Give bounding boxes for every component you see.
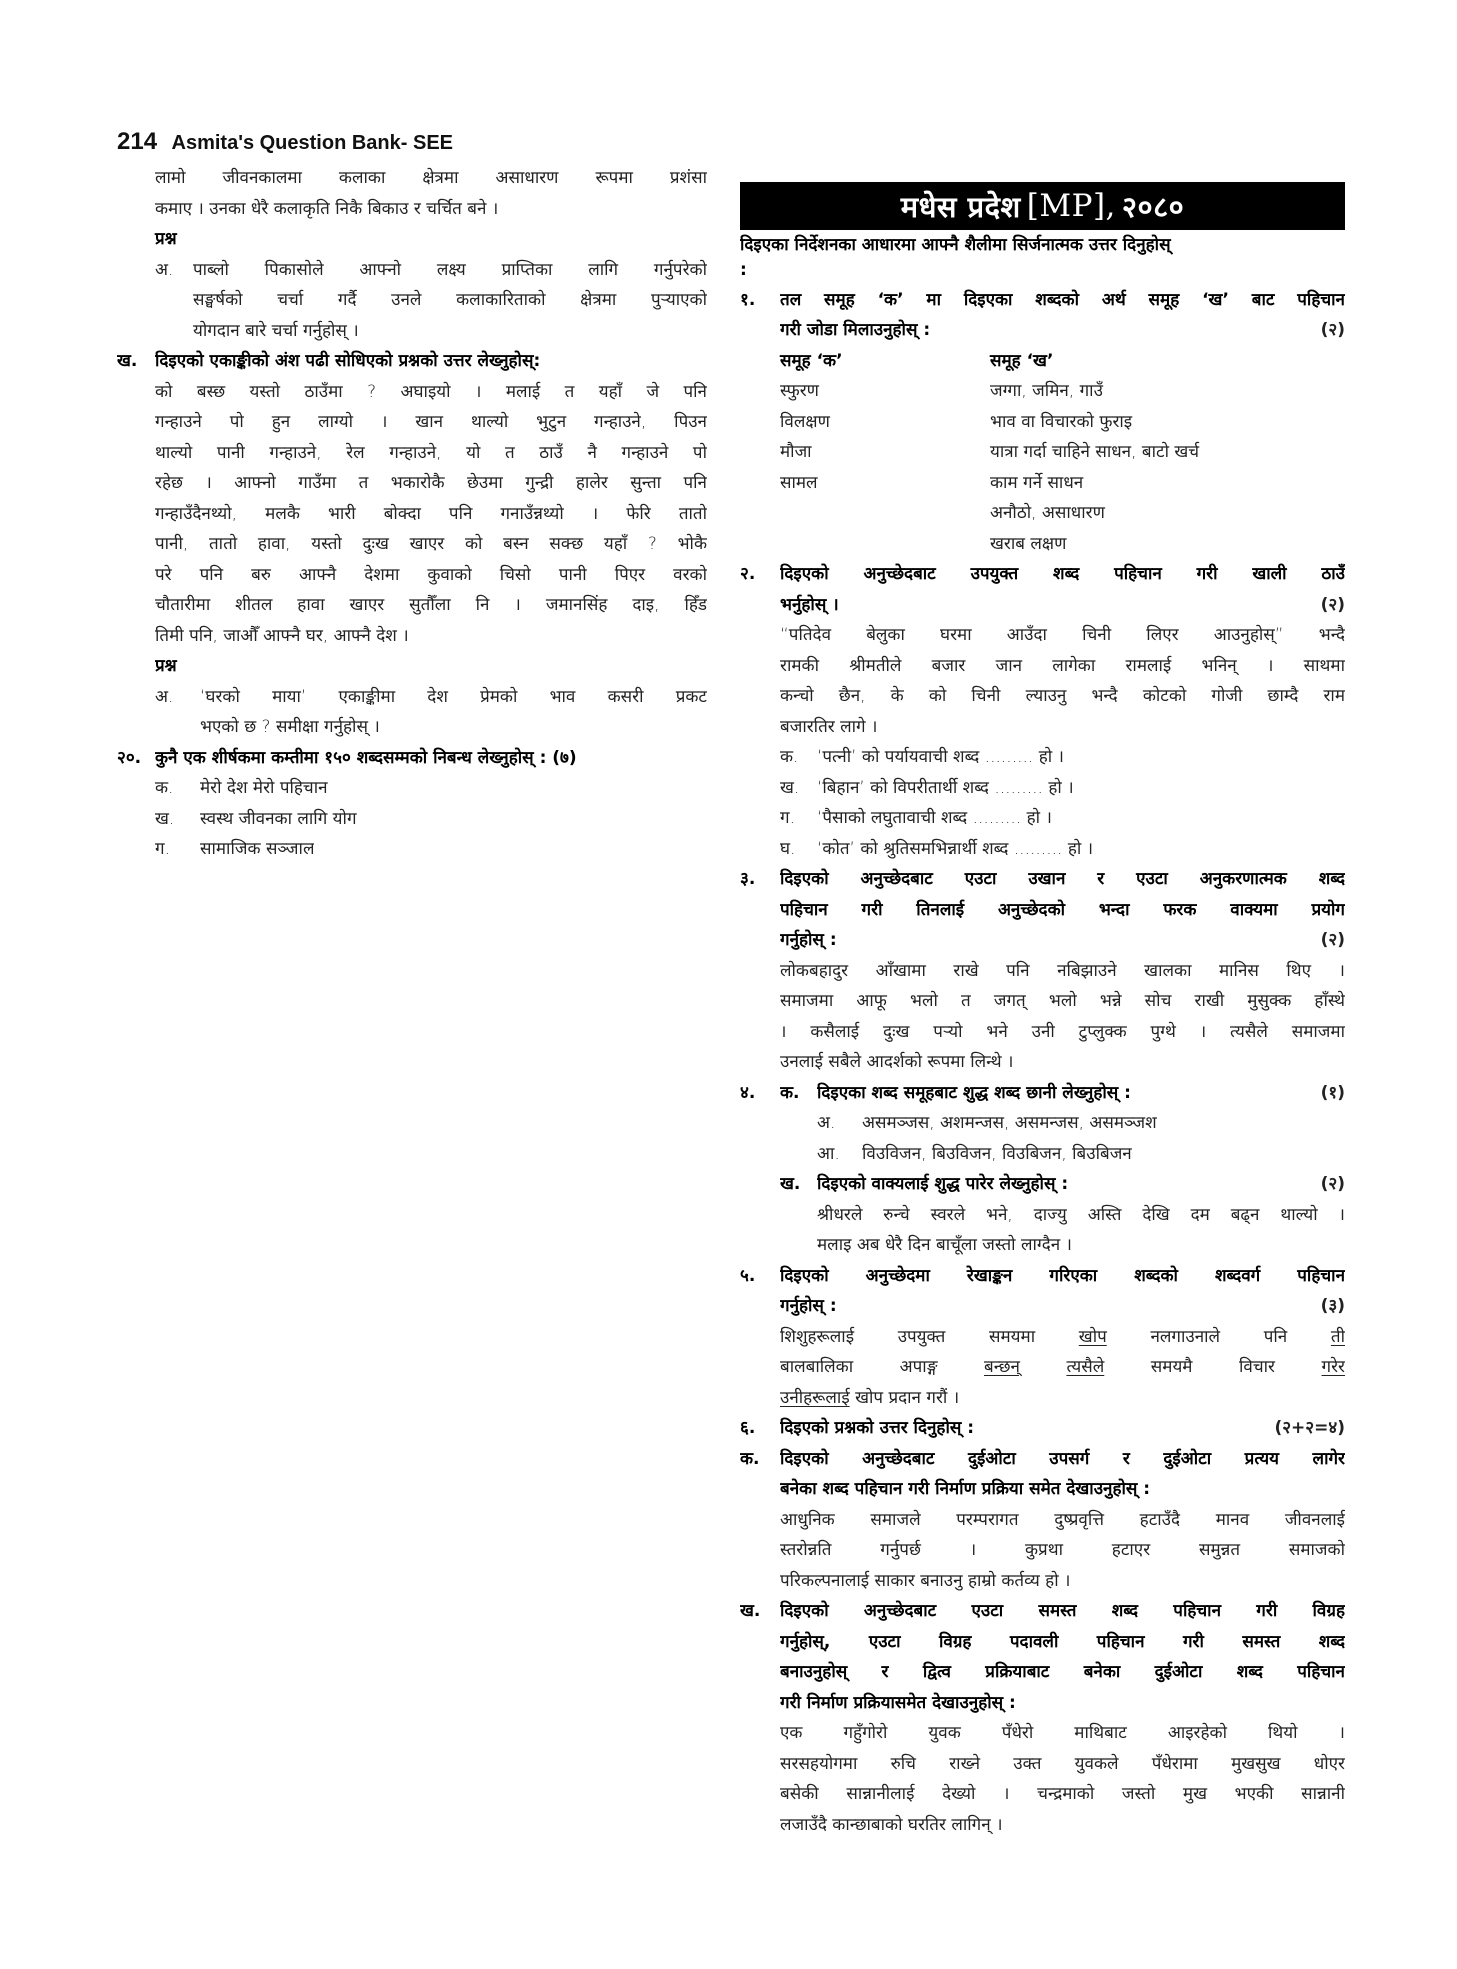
item-marker: ख. — [780, 777, 800, 798]
part-title: दिइएको वाक्यलाई शुद्ध पारेर लेख्नुहोस् : — [817, 1174, 1069, 1194]
passage-line: कन्चो छैन, के को चिनी ल्याउनु भन्दै कोटको गोजी छाम्दै राम — [780, 686, 1345, 706]
question-line: तल समूह ‘क’ मा दिइएका शब्दको अर्थ समूह ‘ख’ बाट पहिचान — [780, 289, 1345, 310]
group-b-header: समूह ‘ख’ — [990, 350, 1054, 371]
text-segment: नलगाउनाले पनि — [1106, 1326, 1331, 1347]
passage-line: बजारतिर लागे । — [780, 716, 878, 737]
fill-blank-item — [780, 742, 1345, 773]
marks: (२) — [1320, 1174, 1345, 1194]
question-line: दिइएको अनुच्छेदमा रेखाङ्कन गरिएका शब्दको शब्दवर्ग पहिचान — [780, 1265, 1345, 1286]
group-a-header: समूह ‘क’ — [780, 350, 843, 371]
option-text: मेरो देश मेरो पहिचान — [200, 778, 328, 798]
q6-part-kha — [740, 1596, 1345, 1840]
underlined-word: उनीहरूलाई — [780, 1387, 850, 1408]
intro-line: लामो जीवनकालमा कलाका क्षेत्रमा असाधारण रूपमा प्रशंसा — [155, 168, 707, 188]
question-line: गर्नुहोस् : — [780, 930, 837, 950]
item-line: भएको छ ? समीक्षा गर्नुहोस् । — [200, 717, 380, 737]
passage-line: लजाउँदै कान्छाबाको घरतिर लागिन् । — [780, 1814, 1003, 1835]
group-a-item: मौजा — [780, 442, 812, 462]
passage-line: गन्हाउँदैनथ्यो, मलकै भारी बोक्दा पनि गनाउँन्नथ्यो । फेरि तातो — [155, 503, 707, 524]
fill-blank-item — [780, 803, 1345, 834]
question-2 — [740, 559, 1345, 864]
sentence-line: श्रीधरले रुन्चे स्वरले भने, दाज्यु अस्ति देखि दम बढ्न थाल्यो । — [817, 1204, 1345, 1225]
question-1 — [740, 285, 1345, 346]
item-line: पाब्लो पिकासोले आफ्नो लक्ष्य प्राप्तिका लागि गर्नुपरेको — [193, 259, 707, 280]
part-marker: ख. — [740, 1601, 761, 1621]
item-marker: अ. — [155, 259, 174, 280]
question-line: दिइएको अनुच्छेदबाट एउटा उखान र एउटा अनुकरणात्मक शब्द — [780, 869, 1345, 889]
marks: (३) — [1320, 1296, 1345, 1316]
underlined-word: खोप — [1078, 1326, 1107, 1347]
group-b-item: खराब लक्षण — [990, 533, 1067, 554]
option-marker: ख. — [155, 808, 175, 829]
question-item — [117, 255, 707, 347]
passage-line: पानी, तातो हावा, यस्तो दुःख खाएर को बस्न सक्छ यहाँ ? भोकै — [155, 534, 707, 554]
item-text: ‘बिहान’ को विपरीतार्थी शब्द ......... हो । — [817, 777, 1074, 798]
group-b-item: काम गर्ने साधन — [990, 472, 1084, 493]
fill-blank-item — [780, 834, 1345, 865]
item-text: ‘कोत’ को श्रुतिसमभिन्नार्थी शब्द ......... हो । — [817, 838, 1094, 859]
question-line: पहिचान गरी तिनलाई अनुच्छेदको भन्दा फरक वाक्यमा प्रयोग — [780, 899, 1345, 920]
passage-line: स्तरोन्नति गर्नुपर्छ । कुप्रथा हटाएर समुन्नत समाजको — [780, 1540, 1345, 1560]
marks: (२+२=४) — [1274, 1418, 1345, 1438]
question-heading: प्रश्न — [155, 656, 177, 676]
part-line: बनाउनुहोस् र द्वित्व प्रक्रियाबाट बनेका दुईओटा शब्द पहिचान — [780, 1662, 1345, 1682]
question-number: १. — [740, 289, 756, 310]
option-text: स्वस्थ जीवनका लागि योग — [200, 808, 357, 829]
option-marker: क. — [155, 778, 174, 798]
part-line: दिइएको अनुच्छेदबाट दुईओटा उपसर्ग र दुईओटा प्रत्यय लागेर — [780, 1448, 1345, 1469]
essay-option — [155, 773, 707, 804]
group-a-item: विलक्षण — [780, 411, 830, 432]
underlined-word: गरेर — [1321, 1357, 1345, 1377]
page-header — [117, 128, 453, 156]
question-number: २०. — [117, 747, 142, 768]
underlined-word: बन्छन् — [984, 1357, 1020, 1377]
item-marker: अ. — [817, 1113, 836, 1133]
section-title: दिइएको एकाङ्कीको अंश पढी सोधिएको प्रश्नको उत्तर लेख्नुहोस्: — [155, 351, 541, 371]
group-b-item: भाव वा विचारको फुराइ — [990, 411, 1133, 432]
group-a-item: स्फुरण — [780, 381, 819, 401]
question-heading: प्रश्न — [155, 229, 177, 249]
q6-part-ka — [740, 1444, 1345, 1597]
essay-option — [155, 804, 707, 835]
question-title: दिइएको प्रश्नको उत्तर दिनुहोस् : — [780, 1418, 975, 1438]
passage-line: परे पनि बरु आफ्नै देशमा कुवाको चिसो पानी पिएर वरको — [155, 564, 707, 585]
passage-line: रहेछ । आफ्नो गाउँमा त भकारोकै छेउमा गुन्द्री हालेर सुन्ता पनि — [155, 473, 707, 493]
question-number: २. — [740, 564, 756, 584]
item-marker: क. — [780, 747, 799, 767]
word-choice-item — [817, 1108, 1345, 1139]
underlined-word: त्यसैले — [1066, 1357, 1105, 1377]
part-line: बनेका शब्द पहिचान गरी निर्माण प्रक्रिया समेत देखाउनुहोस् : — [780, 1479, 1151, 1499]
group-b-item: यात्रा गर्दा चाहिने साधन, बाटो खर्च — [990, 442, 1200, 462]
question-6 — [740, 1413, 1345, 1444]
question-line: गरी जोडा मिलाउनुहोस् : — [780, 320, 931, 340]
part-kha — [780, 1169, 1345, 1261]
underlined-passage-line — [780, 1352, 1345, 1383]
passage-line: “पतिदेव बेलुका घरमा आउँदा चिनी लिएर आउनुहोस्” भन्दै — [780, 625, 1345, 645]
text-segment: शिशुहरूलाई उपयुक्त समयमा — [780, 1326, 1079, 1347]
underlined-word: ती — [1330, 1326, 1345, 1347]
question-number: ६. — [740, 1418, 756, 1438]
text-segment: खोप प्रदान गरौं । — [849, 1387, 960, 1408]
passage-line: आधुनिक समाजले परम्परागत दुष्प्रवृत्ति हटाउँदै मानव जीवनलाई — [780, 1509, 1345, 1530]
question-number: ४. — [740, 1082, 756, 1103]
instruction-line: दिइएका निर्देशनका आधारमा आफ्नै शैलीमा सिर्जनात्मक उत्तर दिनुहोस् — [740, 235, 1171, 255]
passage-line: समाजमा आफू भलो त जगत् भलो भन्ने सोच राखी मुसुक्क हाँस्थे — [780, 991, 1345, 1011]
question-4 — [740, 1078, 1345, 1261]
marks: (२) — [1320, 594, 1345, 615]
match-table — [740, 346, 1345, 560]
marks: (२) — [1320, 320, 1345, 340]
group-b-item: अनौठो, असाधारण — [990, 503, 1105, 523]
fill-blank-item — [780, 773, 1345, 804]
book-title: Asmita's Question Bank- SEE — [171, 132, 453, 154]
section-title-bar — [740, 182, 1345, 230]
word-choice-item — [817, 1139, 1345, 1170]
passage-line: थाल्यो पानी गन्हाउने, रेल गन्हाउने, यो त ठाउँ नै गन्हाउने पो — [155, 442, 707, 463]
right-column — [740, 182, 1345, 1840]
underlined-passage-line — [780, 1322, 1345, 1353]
part-marker: ख. — [780, 1174, 801, 1194]
passage-line: लोकबहादुर आँखामा राखे पनि नबिझाउने खालका मानिस थिए । — [780, 960, 1345, 981]
item-line: सङ्घर्षको चर्चा गर्दै उनले कलाकारिताको क्षेत्रमा पुऱ्याएको — [193, 290, 707, 310]
part-marker: क. — [780, 1082, 800, 1103]
item-text: असमञ्जस, अशमन्जस, असमन्जस, असमञ्जश — [862, 1113, 1157, 1133]
marks: (१) — [1320, 1082, 1345, 1103]
item-marker: आ. — [817, 1143, 840, 1164]
question-item — [155, 682, 707, 743]
text-segment — [1020, 1357, 1067, 1377]
group-a-item — [780, 529, 990, 560]
question-line: भर्नुहोस् । — [780, 594, 839, 615]
item-text: विउविजन, बिउविजन, विउबिजन, बिउबिजन — [862, 1143, 1132, 1164]
sentence-line: मलाइ अब धेरै दिन बाचूँला जस्तो लाग्दैन । — [817, 1235, 1073, 1255]
passage-line: तिमी पनि, जाऔँ आफ्नै घर, आफ्नै देश । — [155, 625, 409, 646]
essay-option — [155, 834, 707, 865]
group-a-item — [780, 498, 990, 529]
passage-line: को बस्छ यस्तो ठाउँमा ? अघाइयो । मलाई त यहाँ जे पनि — [155, 381, 707, 402]
option-marker: ग. — [155, 839, 170, 859]
section-kha — [117, 346, 707, 743]
marks: (२) — [1320, 930, 1345, 950]
underlined-passage-line — [780, 1383, 1345, 1414]
left-column — [117, 163, 707, 865]
item-marker: घ. — [780, 838, 796, 859]
group-b-item: जग्गा, जमिन, गाउँ — [990, 381, 1103, 401]
item-line: योगदान बारे चर्चा गर्नुहोस् । — [193, 320, 359, 341]
question-title: कुनै एक शीर्षकमा कम्तीमा १५० शब्दसम्मको निबन्ध लेख्नुहोस् : (७) — [155, 747, 577, 768]
text-segment: बालबालिका अपाङ्ग — [780, 1357, 984, 1377]
part-marker: क. — [740, 1448, 760, 1469]
item-line: ‘घरको माया’ एकाङ्कीमा देश प्रेमको भाव कसरी प्रकट — [200, 686, 707, 707]
item-marker: ग. — [780, 808, 795, 828]
part-ka — [780, 1078, 1345, 1170]
page-number: 214 — [117, 128, 158, 155]
part-title: दिइएका शब्द समूहबाट शुद्ध शब्द छानी लेख्नुहोस् : — [817, 1082, 1131, 1103]
item-text: ‘पत्नी’ को पर्यायवाची शब्द ......... हो । — [817, 747, 1064, 767]
passage-line: परिकल्पनालाई साकार बनाउनु हाम्रो कर्तव्य हो । — [780, 1570, 1071, 1591]
section-marker: ख. — [117, 351, 138, 371]
passage-line: एक गहुँगोरो युवक पँधेरो माथिबाट आइरहेको थियो । — [780, 1723, 1345, 1743]
part-line: गर्नुहोस्, एउटा विग्रह पदावली पहिचान गरी समस्त शब्द — [780, 1631, 1345, 1652]
passage-line: सरसहयोगमा रुचि राख्ने उक्त युवकले पँधेरामा मुखसुख धोएर — [780, 1753, 1345, 1774]
section-title-code: [MP], — [1026, 188, 1116, 224]
option-text: सामाजिक सञ्जाल — [200, 839, 315, 859]
section-title-year: २०८० — [1121, 189, 1185, 224]
group-a-item: सामल — [780, 472, 818, 493]
question-3 — [740, 864, 1345, 1078]
instruction-line: : — [740, 260, 747, 280]
passage-line: बसेकी सान्नानीलाई देख्यो । चन्द्रमाको जस्तो मुख भएकी सान्नानी — [780, 1784, 1345, 1804]
passage-line: उनलाई सबैले आदर्शको रूपमा लिन्थे । — [780, 1052, 1014, 1072]
part-line: गरी निर्माण प्रक्रियासमेत देखाउनुहोस् : — [780, 1692, 1016, 1713]
question-line: दिइएको अनुच्छेदबाट उपयुक्त शब्द पहिचान गरी खाली ठाउँ — [780, 564, 1345, 584]
passage-line: चौतारीमा शीतल हावा खाएर सुतौँला नि । जमानसिंह दाइ, हिँड — [155, 595, 707, 615]
question-number: ५. — [740, 1265, 756, 1286]
text-segment: समयमै विचार — [1104, 1357, 1322, 1377]
passage-line: गन्हाउने पो हुन लाग्यो । खान थाल्यो भुटुन गन्हाउने, पिउन — [155, 412, 707, 432]
item-text: ‘पैसाको लघुतावाची शब्द ......... हो । — [817, 808, 1052, 828]
passage-line: रामकी श्रीमतीले बजार जान लागेका रामलाई भनिन् । साथमा — [780, 655, 1345, 676]
part-line: दिइएको अनुच्छेदबाट एउटा समस्त शब्द पहिचान गरी विग्रह — [780, 1601, 1345, 1621]
item-marker: अ. — [155, 686, 174, 707]
section-title-prefix: मधेस प्रदेश — [900, 189, 1021, 224]
question-20 — [117, 743, 707, 865]
passage-line: । कसैलाई दुःख पऱ्यो भने उनी टुप्लुक्क पुग्थे । त्यसैले समाजमा — [780, 1021, 1345, 1042]
question-number: ३. — [740, 869, 756, 889]
question-line: गर्नुहोस् : — [780, 1296, 837, 1316]
question-5 — [740, 1261, 1345, 1414]
intro-line: कमाए । उनका धेरै कलाकृति निकै बिकाउ र चर्चित बने । — [155, 198, 499, 219]
